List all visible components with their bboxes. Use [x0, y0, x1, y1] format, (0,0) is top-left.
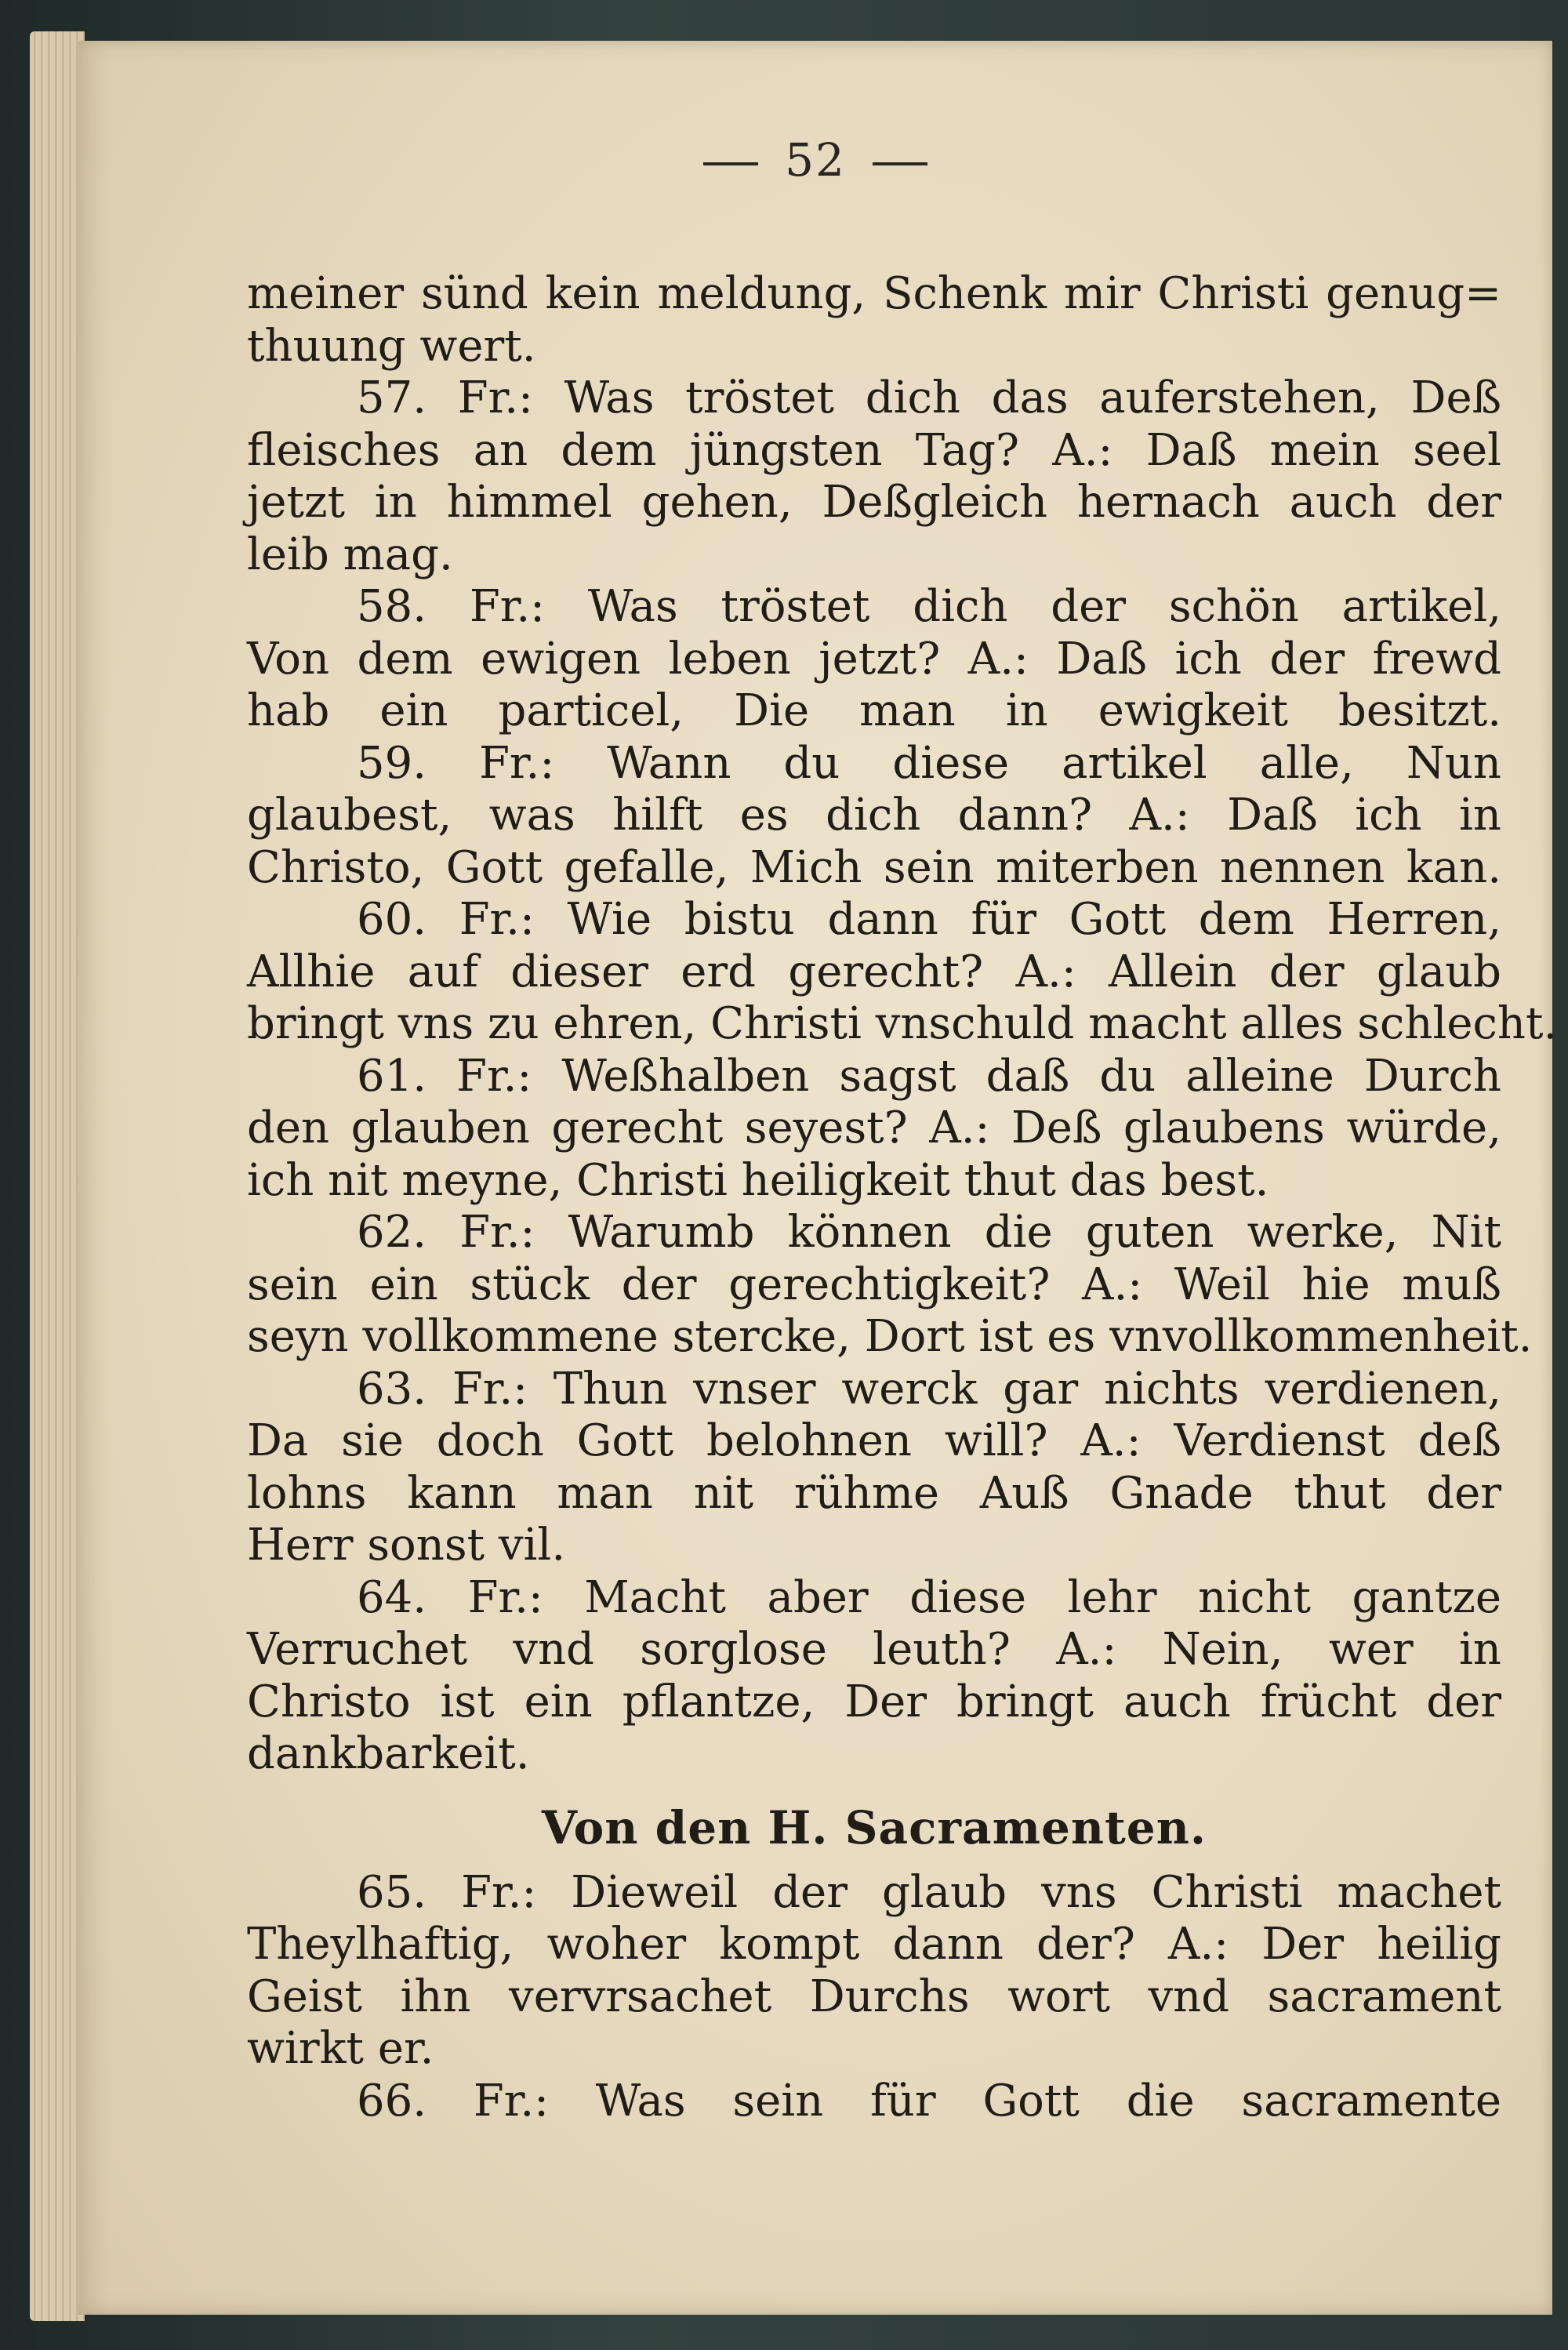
text-line: Theylhaftig, woher kompt dann der? A.: Der heilig [247, 1919, 1501, 1970]
text-line: thuung wert. [247, 320, 536, 372]
text-line: sein ein stück der gerechtigkeit? A.: Weil hie muß [247, 1259, 1501, 1310]
page-edges [30, 31, 85, 2321]
text-line: Herr sonst vil. [247, 1520, 566, 1571]
text-line: 62. Fr.: Warumb können die guten werke, Nit [357, 1207, 1501, 1258]
text-line: Christo, Gott gefalle, Mich sein miterben nennen kan. [247, 841, 1501, 893]
text-line: fleisches an dem jüngsten Tag? A.: Daß mein seel [247, 424, 1501, 476]
dash-right [873, 162, 927, 165]
text-line: jetzt in himmel gehen, Deßgleich hernach auch der [247, 477, 1501, 528]
text-line: Von dem ewigen leben jetzt? A.: Daß ich der frewd [247, 633, 1501, 685]
text-line: 61. Fr.: Weßhalben sagst daß du alleine Durch [357, 1050, 1501, 1102]
text-line: Da sie doch Gott belohnen will? A.: Verdienst deß [247, 1415, 1501, 1466]
text-line: 64. Fr.: Macht aber diese lehr nicht gantze [357, 1571, 1501, 1623]
text-line: 58. Fr.: Was tröstet dich der schön artikel, [357, 581, 1501, 632]
text-line: seyn vollkommene stercke, Dort ist es vnvollkommenheit. [247, 1311, 1533, 1362]
book-page [78, 41, 1558, 2315]
section-heading: Von den H. Sacramenten. [541, 1800, 1207, 1854]
dash-left [703, 162, 758, 165]
page-number-header [78, 133, 1552, 187]
text-line: leib mag. [247, 528, 453, 580]
text-line: 65. Fr.: Dieweil der glaub vns Christi machet [357, 1866, 1501, 1918]
text-line: Allhie auf dieser erd gerecht? A.: Allein der glaub [247, 946, 1501, 997]
text-line: hab ein particel, Die man in ewigkeit besitzt. [247, 685, 1501, 736]
text-line: glaubest, was hilft es dich dann? A.: Daß ich in [247, 790, 1501, 841]
text-line: lohns kann man nit rühme Auß Gnade thut der [247, 1467, 1501, 1519]
text-line: den glauben gerecht seyest? A.: Deß glaubens würde, [247, 1102, 1501, 1153]
text-line: 59. Fr.: Wann du diese artikel alle, Nun [357, 737, 1501, 789]
text-line: ich nit meyne, Christi heiligkeit thut das best. [247, 1154, 1269, 1206]
text-line: 63. Fr.: Thun vnser werck gar nichts verdienen, [357, 1363, 1501, 1415]
text-line: 60. Fr.: Wie bistu dann für Gott dem Herren, [357, 894, 1501, 945]
text-line: 66. Fr.: Was sein für Gott die sacramente [357, 2075, 1501, 2127]
text-line: 57. Fr.: Was tröstet dich das auferstehen, Deß [357, 372, 1501, 423]
text-line: bringt vns zu ehren, Christi vnschuld macht alles schlecht. [247, 998, 1558, 1049]
text-line: wirkt er. [247, 2023, 434, 2074]
text-line: Christo ist ein pflantze, Der bringt auch frücht der [247, 1676, 1501, 1727]
page-number: 52 [785, 133, 846, 187]
page-text [247, 268, 1558, 2127]
text-line: meiner sünd kein meldung, Schenk mir Christi genug= [247, 268, 1501, 319]
text-line: Verruchet vnd sorglose leuth? A.: Nein, wer in [247, 1624, 1501, 1675]
text-line: dankbarkeit. [247, 1728, 530, 1779]
text-line: Geist ihn vervrsachet Durchs wort vnd sacrament [247, 1970, 1501, 2022]
